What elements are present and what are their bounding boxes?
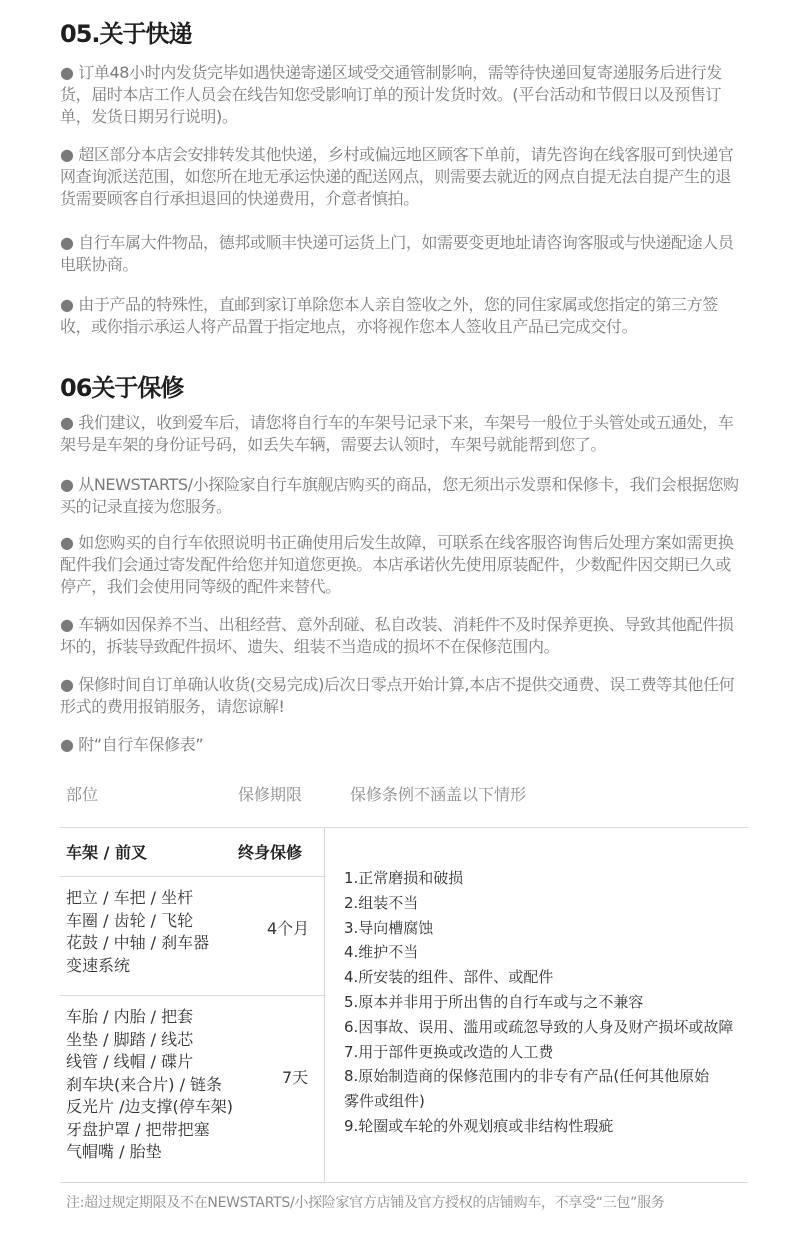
table-row-parts: 把立 / 车把 / 坐杆 车圈 / 齿轮 / 飞轮 花鼓 / 中轴 / 刹车器 变速系统: [66, 888, 210, 975]
exclusion-item: 雾件或组件): [344, 1092, 425, 1111]
shipping-paragraph-4: ● 由于产品的特殊性，直邮到家订单除您本人亲自签收之外，您的同住家属或您指定的第三方签收，或你指示承运人将产品置于指定地点，亦将视作您本人签收且产品已完成交付。: [60, 295, 718, 336]
warranty-paragraph-2: ● 从NEWSTARTS/小探险家自行车旗舰店购买的商品，您无须出示发票和保修卡，我们会根据您购买的记录直接为您服务。: [60, 475, 739, 516]
table-row-period: 终身保修: [238, 843, 303, 862]
table-header-part: 部位: [66, 785, 99, 804]
shipping-paragraph-1: ● 订单48小时内发货完毕如遇快递寄递区域受交通管制影响，需等待快递回复寄递服务后进行发货，届时本店工作人员会在线告知您受影响订单的预计发货时效。(平台活动和节假日以及预售订单，发货日期另行说明)。: [60, 63, 722, 126]
exclusion-item: 8.原始制造商的保修范围内的非专有产品(任何其他原始: [344, 1067, 710, 1086]
table-row-period: 7天: [282, 1068, 309, 1087]
warranty-paragraph-5: ● 保修时间自订单确认收货(交易完成)后次日零点开始计算,本店不提供交通费、误工费等其他任何形式的费用报销服务，请您谅解!: [60, 675, 735, 716]
exclusions-list: [344, 866, 733, 1139]
warranty-paragraph-1: ● 我们建议，收到爱车后，请您将自行车的车架号记录下来，车架号一般位于头管处或五通处，车架号是车架的身份证号码，如丢失车辆，需要去认领时，车架号就能帮到您了。: [60, 413, 734, 454]
exclusion-item: 4.维护不当: [344, 943, 419, 962]
shipping-paragraph-3: ● 自行车属大件物品，德邦或顺丰快递可运货上门，如需要变更地址请咨询客服或与快递配途人员电联协商。: [60, 233, 734, 274]
exclusion-item: 5.原本并非用于所出售的自行车或与之不兼容: [344, 992, 644, 1011]
warranty-paragraph-3: ● 如您购买的自行车依照说明书正确使用后发生故障，可联系在线客服咨询售后处理方案如需更换配件我们会通过寄发配件给您并知道您更换。本店承诺伙先使用原装配件，少数配件因交期已久或停产，我们会使用同等级的配件来替代。: [60, 533, 734, 596]
table-row-divider: [60, 995, 324, 996]
table-column-divider: [324, 828, 325, 1182]
footnote: 注:超过规定期限及不在NEWSTARTS/小探险家官方店铺及官方授权的店铺购车，不享受“三包”服务: [66, 1195, 665, 1211]
exclusion-item: 9.轮圈或车轮的外观划痕或非结构性瑕疵: [344, 1116, 614, 1135]
table-row-parts: 车胎 / 内胎 / 把套 坐垫 / 脚踏 / 线芯 线管 / 线帽 / 碟片 刹车块(来合片) / 链条 反光片 /边支撑(停车架) 牙盘护罩 / 把带把塞 气帽嘴 / 胎垫: [66, 1007, 233, 1161]
exclusion-item: 7.用于部件更换或改造的人工费: [344, 1042, 554, 1061]
shipping-paragraph-2: ● 超区部分本店会安排转发其他快递，乡村或偏远地区顾客下单前，请先咨询在线客服可到快递官网查询派送范围，如您所在地无承运快递的配送网点，则需要去就近的网点自提无法自提产生的退货需要顾客自行承担退回的快递费用，介意者慎拍。: [60, 145, 734, 208]
table-header-exclusions: 保修条例不涵盖以下情形: [350, 785, 527, 804]
warranty-paragraph-6: ● 附“自行车保修表”: [60, 735, 204, 754]
warranty-heading: 06关于保修: [60, 374, 184, 402]
warranty-paragraph-4: ● 车辆如因保养不当、出租经营、意外刮碰、私自改装、消耗件不及时保养更换、导致其他配件损坏的，拆装导致配件损坏、遗失、组装不当造成的损坏不在保修范围内。: [60, 615, 734, 656]
table-row-divider: [60, 876, 324, 877]
table-header-period: 保修期限: [238, 785, 303, 804]
exclusion-item: 4.所安装的组件、部件、或配件: [344, 968, 554, 987]
exclusion-item: 6.因事故、误用、滥用或疏忽导致的人身及财产损坏或故障: [344, 1017, 734, 1036]
table-bottom-border: [60, 1182, 748, 1183]
exclusion-item: 3.导向槽腐蚀: [344, 918, 434, 937]
shipping-heading: 05.关于快递: [60, 20, 192, 48]
table-top-border: [60, 827, 748, 828]
table-row-parts: 车架 / 前叉: [66, 843, 147, 862]
exclusion-item: 1.正常磨损和破损: [344, 869, 464, 887]
table-row-period: 4个月: [267, 919, 310, 938]
exclusion-item: 2.组装不当: [344, 893, 419, 912]
